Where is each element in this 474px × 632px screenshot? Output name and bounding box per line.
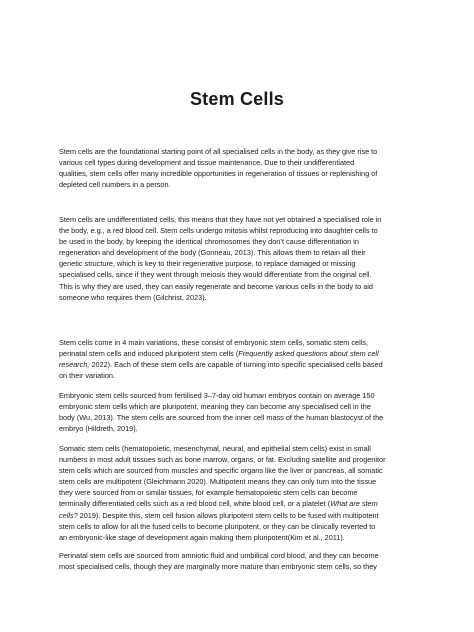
text-run: be used in the body, by keeping the identical chromosomes they don’t cause differentiation in [59, 237, 359, 247]
text-run: depleted cell numbers in a person. [59, 180, 171, 190]
paragraph-line [59, 510, 439, 521]
paragraph-line [59, 443, 439, 454]
paragraph [59, 146, 439, 190]
text-run: an embryonic-like stage of development again making them pluripotent(Kim et al., 2011). [59, 532, 345, 542]
text-run: Embryonic stem cells sourced from fertilised 3–7-day old human embryos contain on average 150 [59, 391, 375, 400]
text-run: body (Wu, 2013). The stem cells are sourced from the inner cell mass of the human blastocyst of the [59, 413, 384, 423]
paragraph-line [59, 390, 439, 401]
text-run: Stem cells are the foundational starting point of all specialised cells in the body, as they give rise to [59, 147, 378, 156]
text-run: 2019). Despite this, stem cell fusion allows pluripotent stem cells to be fused with multipotent [77, 510, 379, 520]
text-run: various cell types during development and tissue maintenance. Due to their undifferentiated [59, 158, 355, 168]
paragraph-line [59, 214, 439, 225]
italic-text: research, [59, 360, 90, 370]
paragraph-line [59, 487, 439, 498]
text-run: Perinatal stem cells are sourced from amniotic fluid and umbilical cord blood, and they can become [59, 551, 379, 560]
text-run: embryo (Hildreth, 2019). [59, 424, 138, 434]
paragraph-line [59, 236, 439, 247]
text-run: This is why they are used, they can easily regenerate and become various cells in the body to aid [59, 281, 373, 291]
paragraph-line [59, 337, 439, 348]
paragraph-line [59, 225, 439, 236]
text-run: regeneration and development of the body (Gonneau, 2013). This allows them to retain all their [59, 248, 366, 258]
paragraph-line [59, 561, 439, 572]
paragraph-line [59, 292, 439, 303]
text-run: the body, e.g., a red blood cell. Stem cells undergo mitosis whilst reproducing into daughter cells to [59, 226, 378, 236]
paragraph-line [59, 401, 439, 412]
paragraph-line [59, 348, 439, 359]
paragraph [59, 550, 439, 572]
paragraph-line [59, 532, 439, 543]
paragraph-line [59, 157, 439, 168]
paragraph-line [59, 179, 439, 190]
text-run: Somatic stem cells (hematopoietic, mesenchymal, neural, and epithelial stem cells) exist in small [59, 444, 371, 453]
paragraph-line [59, 476, 439, 487]
paragraph [59, 337, 439, 381]
text-run: genetic structure, which is key to their regenerative purpose, to replace damaged or missing [59, 259, 356, 269]
text-run: embryonic stem cells which are pluripotent, meaning they can become any specialised cell in the [59, 402, 371, 412]
paragraph-line [59, 258, 439, 269]
text-run: Stem cells are undifferentiated cells, this means that they have not yet obtained a specialised role in [59, 215, 382, 224]
text-run: they were sourced from or similar tissues, for example hematopoietic stem cells can become [59, 488, 358, 498]
document-title: Stem Cells [189, 89, 285, 109]
paragraph [59, 443, 439, 543]
text-run: Stem cells come in 4 main variations, these consist of embryonic stem cells, somatic stem cells, [59, 338, 369, 347]
paragraph-line [59, 454, 439, 465]
paragraph-line [59, 550, 439, 561]
paragraph-line [59, 168, 439, 179]
italic-text: What are stem [330, 499, 378, 509]
text-run: stem cells which are sourced from muscles and specific organs like the liver or pancreas, all somatic [59, 466, 383, 476]
text-run: stem cells are multipotent (Gleichmann 2020). Multipotent means they can only turn into the tissue [59, 477, 377, 487]
text-run: most specialised cells, though they are marginally more mature than embryonic stem cells, so they [59, 562, 377, 572]
paragraph [59, 214, 439, 303]
paragraph-line [59, 146, 439, 157]
text-run: stem cells to allow for all the fused cells to become pluripotent, or they can be clinically reverted to [59, 521, 376, 531]
paragraph-line [59, 247, 439, 258]
text-run: perinatal stem cells and induced pluripotent stem cells ( [59, 349, 239, 359]
text-run: numbers in most adult tissues such as bone marrow, organs, or fat. Excluding satellite and progenitor [59, 455, 386, 465]
italic-text: cells? [59, 510, 78, 520]
text-run: terminally differentiated cells such as a red blood cell, white blood cell, or a platelet ( [59, 499, 331, 509]
italic-text: Frequently asked questions about stem cell [238, 349, 379, 359]
paragraph-line [59, 465, 439, 476]
paragraph-line [59, 281, 439, 292]
text-run: qualities, stem cells offer many incredible opportunities in regeneration of tissues or replenishing of [59, 169, 378, 179]
paragraph-line [59, 269, 439, 280]
paragraph-line [59, 423, 439, 434]
text-run: 2022). Each of these stem cells are capable of turning into specific specialised cells based [89, 360, 383, 370]
paragraph-line [59, 370, 439, 381]
paragraph-line [59, 521, 439, 532]
text-run: specialised cells, since if they went through meiosis they would differentiate from the original cell. [59, 270, 372, 280]
paragraph-line [59, 359, 439, 370]
text-run: someone who requires them (Gilchrist, 2023). [59, 292, 207, 302]
paragraph-line [59, 498, 439, 509]
paragraph-line [59, 412, 439, 423]
text-run: on their variation. [59, 371, 115, 381]
paragraph [59, 390, 439, 434]
